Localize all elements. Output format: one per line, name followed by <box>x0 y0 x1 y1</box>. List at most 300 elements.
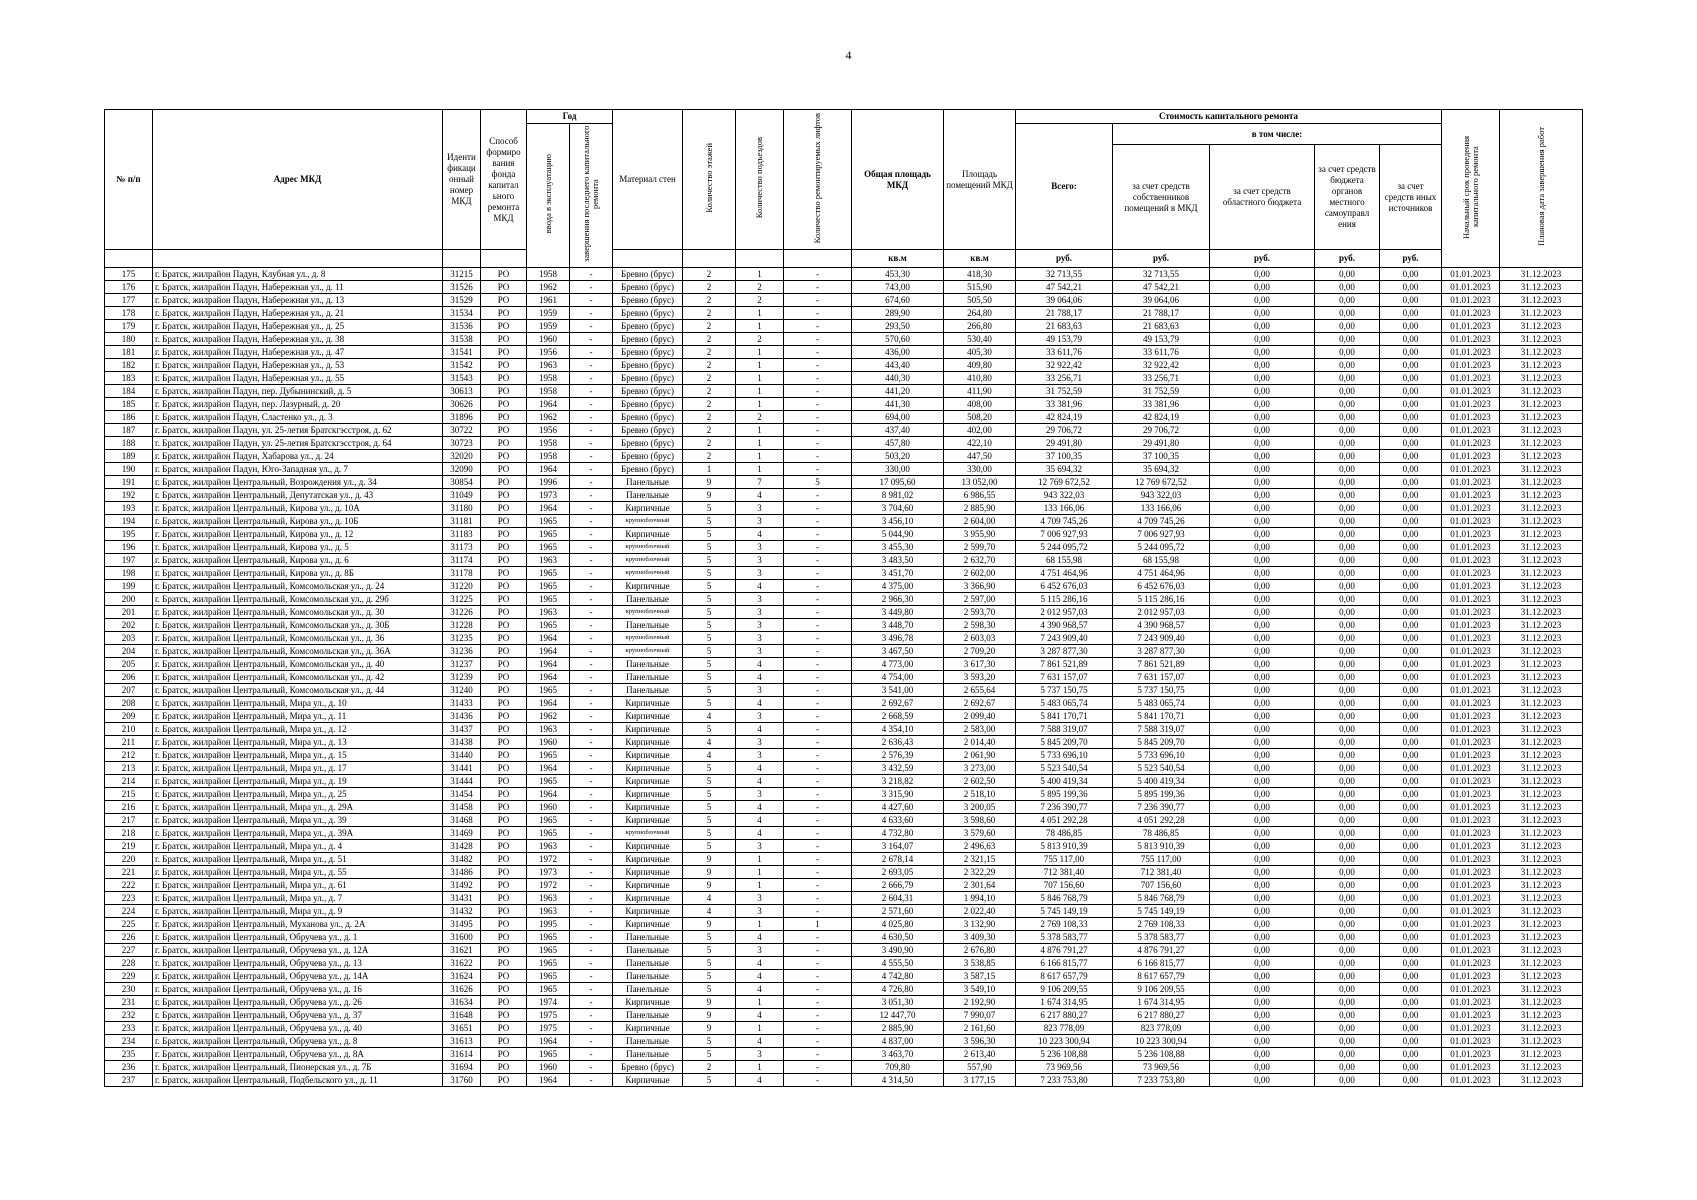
cell-ident: 31183 <box>443 528 481 541</box>
cell-lifts: - <box>784 307 852 320</box>
cell-ident: 31613 <box>443 1035 481 1048</box>
cell-cost-local: 0,00 <box>1315 619 1380 632</box>
cell-cost-regional: 0,00 <box>1210 645 1315 658</box>
cell-ident: 31495 <box>443 918 481 931</box>
cell-entrances: 4 <box>736 489 784 502</box>
cell-rooms-area: 402,00 <box>944 424 1016 437</box>
cell-cost-local: 0,00 <box>1315 697 1380 710</box>
cell-cost-other: 0,00 <box>1380 957 1442 970</box>
cell-entrances: 4 <box>736 970 784 983</box>
cell-end-date: 31.12.2023 <box>1500 294 1583 307</box>
cell-start-date: 01.01.2023 <box>1442 775 1500 788</box>
cell-total-area: 443,40 <box>852 359 944 372</box>
cell-cost-regional: 0,00 <box>1210 957 1315 970</box>
table-row <box>105 606 1583 619</box>
cell-cost-regional: 0,00 <box>1210 268 1315 281</box>
cell-year-commission: 1965 <box>527 931 570 944</box>
cell-address: г. Братск, жилрайон Центральный, Мира ул., д. 29А <box>153 801 443 814</box>
cell-year-repair: - <box>570 723 613 736</box>
header-year-group: Год <box>527 110 613 124</box>
cell-cost-regional: 0,00 <box>1210 567 1315 580</box>
cell-cost-owners: 5 745 149,19 <box>1113 905 1210 918</box>
cell-end-date: 31.12.2023 <box>1500 1061 1583 1074</box>
cell-cost-owners: 35 694,32 <box>1113 463 1210 476</box>
cell-num: 205 <box>105 658 153 671</box>
cell-wall-material: Бревно (брус) <box>613 385 683 398</box>
table-row <box>105 424 1583 437</box>
header-floors: Количество этажей <box>683 110 736 250</box>
cell-cost-owners: 5 733 696,10 <box>1113 749 1210 762</box>
cell-cost-owners: 31 752,59 <box>1113 385 1210 398</box>
cell-method: РО <box>481 1022 527 1035</box>
cell-floors: 2 <box>683 372 736 385</box>
cell-rooms-area: 7 990,07 <box>944 1009 1016 1022</box>
cell-method: РО <box>481 606 527 619</box>
cell-total-area: 4 742,80 <box>852 970 944 983</box>
header-address: Адрес МКД <box>153 110 443 250</box>
cell-ident: 30613 <box>443 385 481 398</box>
cell-year-repair: - <box>570 931 613 944</box>
cell-cost-regional: 0,00 <box>1210 853 1315 866</box>
cell-cost-local: 0,00 <box>1315 866 1380 879</box>
cell-cost-total: 5 523 540,54 <box>1016 762 1113 775</box>
cell-cost-other: 0,00 <box>1380 346 1442 359</box>
cell-year-commission: 1964 <box>527 1074 570 1087</box>
cell-cost-owners: 29 491,80 <box>1113 437 1210 450</box>
cell-entrances: 3 <box>736 567 784 580</box>
cell-year-commission: 1965 <box>527 983 570 996</box>
cell-year-repair: - <box>570 1009 613 1022</box>
cell-floors: 5 <box>683 788 736 801</box>
cell-method: РО <box>481 333 527 346</box>
cell-total-area: 2 636,43 <box>852 736 944 749</box>
cell-cost-total: 49 153,79 <box>1016 333 1113 346</box>
cell-wall-material: Кирпичные <box>613 814 683 827</box>
cell-cost-other: 0,00 <box>1380 268 1442 281</box>
cell-cost-other: 0,00 <box>1380 528 1442 541</box>
cell-end-date: 31.12.2023 <box>1500 463 1583 476</box>
cell-floors: 5 <box>683 1035 736 1048</box>
cell-rooms-area: 422,10 <box>944 437 1016 450</box>
cell-address: г. Братск, жилрайон Падун, Сластенко ул., д. 3 <box>153 411 443 424</box>
cell-lifts: - <box>784 684 852 697</box>
cell-cost-local: 0,00 <box>1315 775 1380 788</box>
cell-year-commission: 1960 <box>527 801 570 814</box>
cell-rooms-area: 418,30 <box>944 268 1016 281</box>
cell-total-area: 3 467,50 <box>852 645 944 658</box>
cell-cost-local: 0,00 <box>1315 723 1380 736</box>
cell-cost-other: 0,00 <box>1380 619 1442 632</box>
cell-year-commission: 1964 <box>527 632 570 645</box>
cell-year-commission: 1964 <box>527 788 570 801</box>
cell-entrances: 3 <box>736 736 784 749</box>
cell-cost-regional: 0,00 <box>1210 437 1315 450</box>
cell-ident: 31226 <box>443 606 481 619</box>
cell-method: РО <box>481 450 527 463</box>
cell-cost-total: 707 156,60 <box>1016 879 1113 892</box>
cell-method: РО <box>481 619 527 632</box>
cell-ident: 31437 <box>443 723 481 736</box>
cell-cost-owners: 7 861 521,89 <box>1113 658 1210 671</box>
cell-total-area: 2 678,14 <box>852 853 944 866</box>
cell-entrances: 1 <box>736 1061 784 1074</box>
cell-ident: 31622 <box>443 957 481 970</box>
cell-method: РО <box>481 320 527 333</box>
cell-wall-material: Кирпичные <box>613 749 683 762</box>
cell-entrances: 1 <box>736 398 784 411</box>
cell-start-date: 01.01.2023 <box>1442 528 1500 541</box>
table-row <box>105 294 1583 307</box>
cell-cost-other: 0,00 <box>1380 1061 1442 1074</box>
cell-cost-owners: 7 006 927,93 <box>1113 528 1210 541</box>
cell-year-repair: - <box>570 983 613 996</box>
cell-entrances: 3 <box>736 840 784 853</box>
cell-wall-material: Кирпичные <box>613 1022 683 1035</box>
cell-cost-owners: 6 452 676,03 <box>1113 580 1210 593</box>
cell-address: г. Братск, жилрайон Центральный, Комсомольская ул., д. 44 <box>153 684 443 697</box>
cell-rooms-area: 411,90 <box>944 385 1016 398</box>
cell-rooms-area: 2 692,67 <box>944 697 1016 710</box>
cell-num: 227 <box>105 944 153 957</box>
cell-cost-other: 0,00 <box>1380 424 1442 437</box>
cell-ident: 31896 <box>443 411 481 424</box>
cell-floors: 5 <box>683 840 736 853</box>
cell-cost-total: 21 788,17 <box>1016 307 1113 320</box>
cell-cost-owners: 2 769 108,33 <box>1113 918 1210 931</box>
cell-method: РО <box>481 827 527 840</box>
cell-method: РО <box>481 879 527 892</box>
cell-cost-local: 0,00 <box>1315 931 1380 944</box>
cell-entrances: 3 <box>736 645 784 658</box>
cell-cost-owners: 8 617 657,79 <box>1113 970 1210 983</box>
cell-total-area: 437,40 <box>852 424 944 437</box>
table-row <box>105 593 1583 606</box>
cell-entrances: 3 <box>736 606 784 619</box>
cell-entrances: 4 <box>736 580 784 593</box>
cell-num: 178 <box>105 307 153 320</box>
cell-wall-material: крупноблочный <box>613 515 683 528</box>
cell-year-repair: - <box>570 346 613 359</box>
cell-cost-total: 5 813 910,39 <box>1016 840 1113 853</box>
cell-ident: 31049 <box>443 489 481 502</box>
cell-wall-material: Панельные <box>613 658 683 671</box>
header-address-unit <box>153 250 443 268</box>
cell-rooms-area: 408,00 <box>944 398 1016 411</box>
cell-num: 193 <box>105 502 153 515</box>
cell-method: РО <box>481 1035 527 1048</box>
cell-end-date: 31.12.2023 <box>1500 346 1583 359</box>
cell-end-date: 31.12.2023 <box>1500 957 1583 970</box>
cell-method: РО <box>481 281 527 294</box>
cell-total-area: 4 375,00 <box>852 580 944 593</box>
cell-floors: 2 <box>683 450 736 463</box>
cell-floors: 9 <box>683 1022 736 1035</box>
cell-year-commission: 1965 <box>527 593 570 606</box>
cell-wall-material: Бревно (брус) <box>613 281 683 294</box>
cell-rooms-area: 3 273,00 <box>944 762 1016 775</box>
cell-cost-regional: 0,00 <box>1210 294 1315 307</box>
cell-rooms-area: 2 632,70 <box>944 554 1016 567</box>
cell-ident: 31626 <box>443 983 481 996</box>
cell-rooms-area: 2 599,70 <box>944 541 1016 554</box>
cell-entrances: 3 <box>736 502 784 515</box>
cell-cost-owners: 47 542,21 <box>1113 281 1210 294</box>
table-row <box>105 528 1583 541</box>
cell-year-repair: - <box>570 320 613 333</box>
cell-wall-material: Панельные <box>613 476 683 489</box>
unit-total-area: кв.м <box>852 250 944 268</box>
header-owners: за счет средств собственников помещений в МКД <box>1113 145 1210 250</box>
cell-wall-material: Кирпичные <box>613 996 683 1009</box>
cell-cost-total: 32 922,42 <box>1016 359 1113 372</box>
cell-ident: 31215 <box>443 268 481 281</box>
cell-start-date: 01.01.2023 <box>1442 1035 1500 1048</box>
cell-wall-material: Кирпичные <box>613 879 683 892</box>
cell-total-area: 743,00 <box>852 281 944 294</box>
cell-rooms-area: 2 602,50 <box>944 775 1016 788</box>
cell-num: 235 <box>105 1048 153 1061</box>
cell-method: РО <box>481 749 527 762</box>
cell-floors: 5 <box>683 1048 736 1061</box>
cell-year-repair: - <box>570 398 613 411</box>
cell-cost-local: 0,00 <box>1315 1035 1380 1048</box>
cell-rooms-area: 330,00 <box>944 463 1016 476</box>
cell-year-repair: - <box>570 1035 613 1048</box>
cell-method: РО <box>481 775 527 788</box>
cell-start-date: 01.01.2023 <box>1442 931 1500 944</box>
cell-address: г. Братск, жилрайон Центральный, Мира ул., д. 17 <box>153 762 443 775</box>
cell-start-date: 01.01.2023 <box>1442 502 1500 515</box>
cell-year-commission: 1961 <box>527 294 570 307</box>
cell-floors: 4 <box>683 710 736 723</box>
cell-cost-regional: 0,00 <box>1210 931 1315 944</box>
cell-cost-owners: 5 244 095,72 <box>1113 541 1210 554</box>
cell-cost-owners: 7 236 390,77 <box>1113 801 1210 814</box>
cell-entrances: 1 <box>736 424 784 437</box>
cell-year-commission: 1973 <box>527 489 570 502</box>
cell-year-commission: 1959 <box>527 307 570 320</box>
cell-end-date: 31.12.2023 <box>1500 736 1583 749</box>
cell-rooms-area: 2 099,40 <box>944 710 1016 723</box>
cell-cost-regional: 0,00 <box>1210 346 1315 359</box>
cell-year-commission: 1965 <box>527 957 570 970</box>
cell-cost-total: 823 778,09 <box>1016 1022 1113 1035</box>
cell-year-commission: 1964 <box>527 762 570 775</box>
cell-end-date: 31.12.2023 <box>1500 281 1583 294</box>
cell-cost-regional: 0,00 <box>1210 333 1315 346</box>
cell-rooms-area: 2 496,63 <box>944 840 1016 853</box>
cell-total-area: 12 447,70 <box>852 1009 944 1022</box>
cell-year-repair: - <box>570 411 613 424</box>
header-other: за счет средств иных источников <box>1380 145 1442 250</box>
cell-lifts: - <box>784 502 852 515</box>
cell-rooms-area: 13 052,00 <box>944 476 1016 489</box>
cell-entrances: 2 <box>736 294 784 307</box>
cell-ident: 31431 <box>443 892 481 905</box>
cell-total-area: 674,60 <box>852 294 944 307</box>
cell-start-date: 01.01.2023 <box>1442 307 1500 320</box>
table-row <box>105 905 1583 918</box>
cell-address: г. Братск, жилрайон Центральный, Подбельского ул., д. 11 <box>153 1074 443 1087</box>
cell-cost-other: 0,00 <box>1380 489 1442 502</box>
cell-cost-local: 0,00 <box>1315 736 1380 749</box>
cell-rooms-area: 3 579,60 <box>944 827 1016 840</box>
cell-wall-material: Панельные <box>613 944 683 957</box>
cell-cost-total: 5 895 199,36 <box>1016 788 1113 801</box>
cell-total-area: 503,20 <box>852 450 944 463</box>
cell-cost-regional: 0,00 <box>1210 528 1315 541</box>
cell-ident: 31173 <box>443 541 481 554</box>
cell-cost-total: 42 824,19 <box>1016 411 1113 424</box>
cell-year-repair: - <box>570 502 613 515</box>
cell-cost-regional: 0,00 <box>1210 398 1315 411</box>
cell-floors: 2 <box>683 424 736 437</box>
cell-cost-total: 7 236 390,77 <box>1016 801 1113 814</box>
cell-ident: 31432 <box>443 905 481 918</box>
cell-wall-material: Бревно (брус) <box>613 411 683 424</box>
cell-cost-total: 47 542,21 <box>1016 281 1113 294</box>
table-row <box>105 671 1583 684</box>
cell-wall-material: Панельные <box>613 593 683 606</box>
cell-address: г. Братск, жилрайон Центральный, Кирова ул., д. 10Б <box>153 515 443 528</box>
cell-start-date: 01.01.2023 <box>1442 333 1500 346</box>
cell-total-area: 570,60 <box>852 333 944 346</box>
cell-num: 177 <box>105 294 153 307</box>
cell-total-area: 4 754,00 <box>852 671 944 684</box>
cell-cost-other: 0,00 <box>1380 996 1442 1009</box>
table-row <box>105 710 1583 723</box>
cell-entrances: 1 <box>736 853 784 866</box>
cell-end-date: 31.12.2023 <box>1500 619 1583 632</box>
cell-lifts: - <box>784 840 852 853</box>
cell-floors: 5 <box>683 541 736 554</box>
cell-cost-total: 5 737 150,75 <box>1016 684 1113 697</box>
cell-floors: 9 <box>683 489 736 502</box>
cell-year-commission: 1960 <box>527 736 570 749</box>
cell-num: 201 <box>105 606 153 619</box>
cell-lifts: - <box>784 970 852 983</box>
cell-wall-material: Панельные <box>613 931 683 944</box>
cell-cost-other: 0,00 <box>1380 879 1442 892</box>
cell-year-repair: - <box>570 814 613 827</box>
cell-end-date: 31.12.2023 <box>1500 762 1583 775</box>
cell-entrances: 4 <box>736 1009 784 1022</box>
cell-entrances: 4 <box>736 697 784 710</box>
cell-total-area: 4 726,80 <box>852 983 944 996</box>
cell-start-date: 01.01.2023 <box>1442 385 1500 398</box>
cell-rooms-area: 2 604,00 <box>944 515 1016 528</box>
cell-total-area: 3 451,70 <box>852 567 944 580</box>
cell-cost-other: 0,00 <box>1380 1022 1442 1035</box>
cell-start-date: 01.01.2023 <box>1442 515 1500 528</box>
cell-end-date: 31.12.2023 <box>1500 775 1583 788</box>
cell-total-area: 289,90 <box>852 307 944 320</box>
cell-start-date: 01.01.2023 <box>1442 398 1500 411</box>
cell-cost-local: 0,00 <box>1315 827 1380 840</box>
cell-cost-total: 4 051 292,28 <box>1016 814 1113 827</box>
cell-ident: 31236 <box>443 645 481 658</box>
header-ident: Иденти фикаци онный номер МКД <box>443 110 481 250</box>
cell-start-date: 01.01.2023 <box>1442 554 1500 567</box>
cell-cost-other: 0,00 <box>1380 554 1442 567</box>
cell-wall-material: Кирпичные <box>613 710 683 723</box>
cell-year-repair: - <box>570 710 613 723</box>
unit-regional: руб. <box>1210 250 1315 268</box>
cell-year-repair: - <box>570 918 613 931</box>
cell-year-commission: 1956 <box>527 346 570 359</box>
cell-cost-owners: 68 155,98 <box>1113 554 1210 567</box>
cell-method: РО <box>481 476 527 489</box>
header-lifts: Количество ремонтируемых лифтов <box>784 110 852 250</box>
cell-address: г. Братск, жилрайон Падун, Набережная ул., д. 38 <box>153 333 443 346</box>
cell-total-area: 4 555,50 <box>852 957 944 970</box>
cell-cost-other: 0,00 <box>1380 593 1442 606</box>
cell-cost-total: 133 166,06 <box>1016 502 1113 515</box>
cell-cost-owners: 32 922,42 <box>1113 359 1210 372</box>
unit-local: руб. <box>1315 250 1380 268</box>
cell-ident: 31444 <box>443 775 481 788</box>
cell-cost-total: 9 106 209,55 <box>1016 983 1113 996</box>
table-row <box>105 359 1583 372</box>
cell-num: 196 <box>105 541 153 554</box>
cell-cost-local: 0,00 <box>1315 892 1380 905</box>
cell-method: РО <box>481 905 527 918</box>
cell-year-commission: 1963 <box>527 905 570 918</box>
cell-cost-total: 33 611,76 <box>1016 346 1113 359</box>
cell-ident: 31428 <box>443 840 481 853</box>
cell-start-date: 01.01.2023 <box>1442 1061 1500 1074</box>
cell-end-date: 31.12.2023 <box>1500 398 1583 411</box>
cell-cost-regional: 0,00 <box>1210 1048 1315 1061</box>
cell-lifts: - <box>784 658 852 671</box>
cell-start-date: 01.01.2023 <box>1442 814 1500 827</box>
cell-cost-owners: 5 895 199,36 <box>1113 788 1210 801</box>
cell-end-date: 31.12.2023 <box>1500 892 1583 905</box>
cell-start-date: 01.01.2023 <box>1442 424 1500 437</box>
header-year-last-repair: завершения последнего капитального ремонта <box>570 124 613 268</box>
cell-cost-total: 755 117,00 <box>1016 853 1113 866</box>
cell-total-area: 4 025,80 <box>852 918 944 931</box>
cell-year-commission: 1964 <box>527 645 570 658</box>
cell-entrances: 1 <box>736 918 784 931</box>
cell-start-date: 01.01.2023 <box>1442 762 1500 775</box>
cell-end-date: 31.12.2023 <box>1500 970 1583 983</box>
cell-lifts: - <box>784 827 852 840</box>
cell-entrances: 1 <box>736 307 784 320</box>
cell-lifts: - <box>784 905 852 918</box>
cell-total-area: 709,80 <box>852 1061 944 1074</box>
cell-lifts: 1 <box>784 918 852 931</box>
cell-wall-material: Панельные <box>613 619 683 632</box>
cell-total-area: 2 692,67 <box>852 697 944 710</box>
table-row <box>105 411 1583 424</box>
cell-method: РО <box>481 736 527 749</box>
cell-cost-other: 0,00 <box>1380 632 1442 645</box>
cell-year-commission: 1958 <box>527 385 570 398</box>
cell-entrances: 3 <box>736 905 784 918</box>
cell-year-repair: - <box>570 879 613 892</box>
cell-cost-owners: 7 588 319,07 <box>1113 723 1210 736</box>
cell-wall-material: крупноблочный <box>613 645 683 658</box>
cell-rooms-area: 6 986,55 <box>944 489 1016 502</box>
cell-cost-total: 8 617 657,79 <box>1016 970 1113 983</box>
cell-cost-other: 0,00 <box>1380 645 1442 658</box>
cell-wall-material: Панельные <box>613 1048 683 1061</box>
cell-rooms-area: 3 593,20 <box>944 671 1016 684</box>
cell-end-date: 31.12.2023 <box>1500 944 1583 957</box>
cell-cost-other: 0,00 <box>1380 580 1442 593</box>
cell-year-commission: 1964 <box>527 697 570 710</box>
